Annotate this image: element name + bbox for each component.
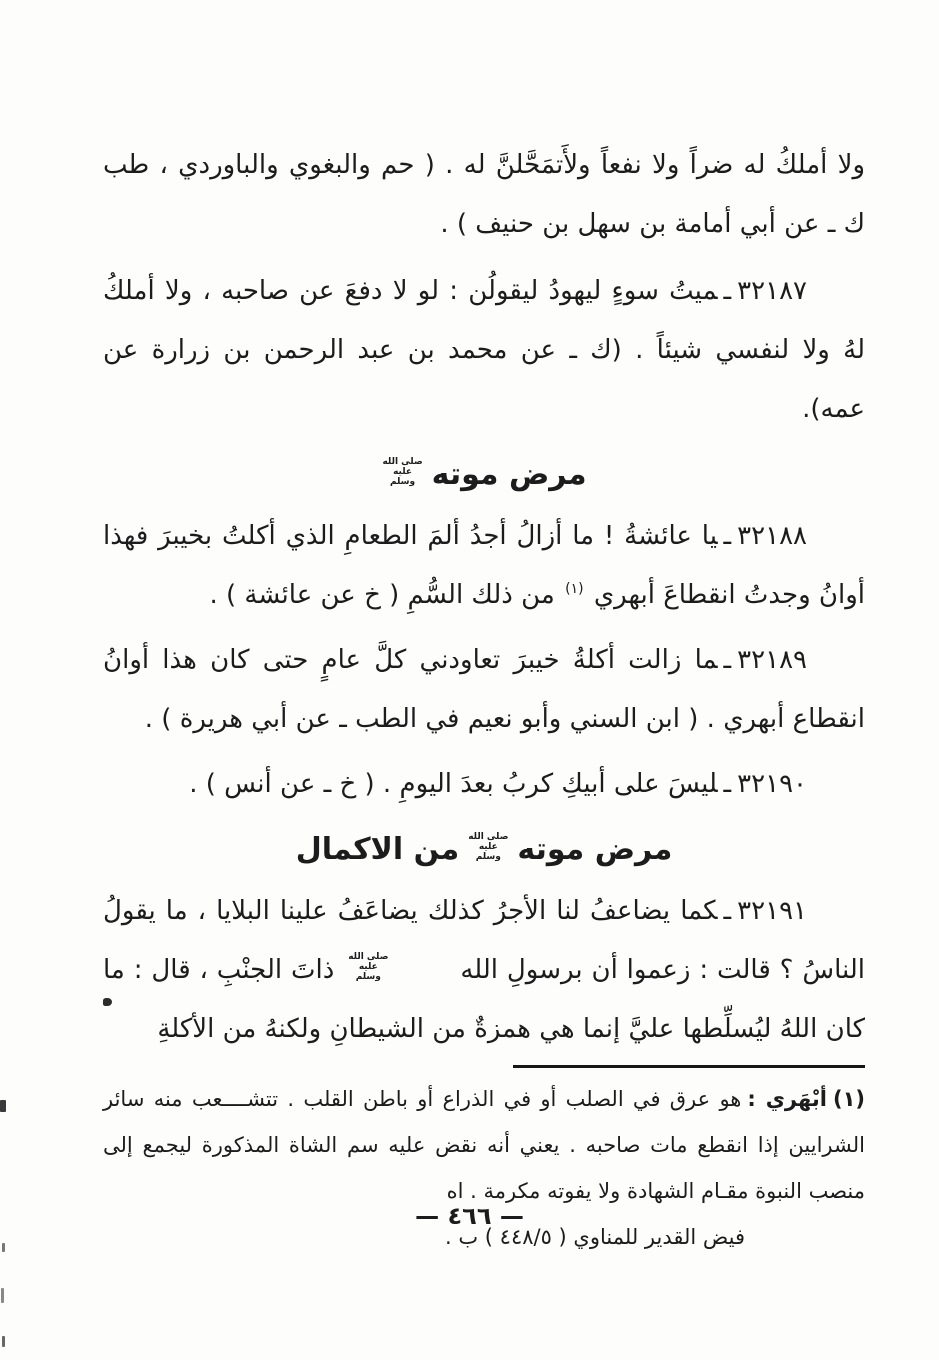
dash-separator: ـ (723, 521, 732, 551)
sallam-line: صلى الله (348, 951, 389, 962)
sallam-line: عليه (478, 841, 498, 852)
sallam-line: صلى الله (468, 831, 509, 842)
hadith-text: ولا أملكُ له ضراً ولا نفعاً ولأَتمَحَّلنَّ له . ( حم والبغوي والباوردي ، طب ك ـ عن أبي أمامة بن سهل بن حنيف ) . (103, 150, 865, 239)
sallam-line: وسلم (475, 851, 501, 862)
heading-text: مرض موته (431, 457, 587, 492)
footnote-reference-marker: (١) (565, 581, 584, 598)
sallam-line: وسلم (355, 971, 381, 982)
dash-separator: ـ (723, 769, 732, 799)
scan-speck (2, 1243, 5, 1252)
footnote-text-paragraph (103, 1076, 865, 1214)
page-number: — ٤٦٦ — (415, 1202, 524, 1230)
dash-separator: ـ (723, 276, 732, 306)
sallallahu-alayhi-wasallam-mark (465, 832, 511, 862)
footnote-source: فيض القدير للمناوي ( ٤٤٨/٥ ) ب . (445, 1225, 745, 1249)
hadith-paragraph-32191 (103, 882, 865, 1059)
hadith-number: ٣٢١٩١ (737, 896, 807, 926)
page-footer (0, 1202, 939, 1230)
dash-separator: ـ (723, 896, 732, 926)
hadith-continuation-paragraph (103, 136, 865, 254)
scan-speck (1, 1288, 4, 1303)
heading-text: مرض موته (517, 832, 673, 867)
section-heading-illness-from-ikmal (103, 824, 865, 876)
scan-speck (2, 1336, 5, 1347)
scan-speck (103, 998, 112, 1006)
sallam-line: عليه (393, 466, 413, 477)
hadith-number: ٣٢١٨٨ (737, 521, 807, 551)
dash-separator: ـ (723, 645, 732, 675)
sallallahu-alayhi-wasallam-mark (379, 457, 425, 487)
hadith-text: كما يضاعفُ لنا الأجرُ كذلك يضاعَفُ علينا البلايا ، ما يقولُ الناسُ ؟ قالت : زعموا أن برسولِ الله (103, 896, 866, 985)
sallam-line: وسلم (389, 476, 416, 487)
sallam-line: عليه (358, 961, 378, 972)
hadith-text: يا عائشةُ ! ما أزالُ أجدُ ألمَ الطعامِ الذي أكلتُ بخيبرَ فهذا أوانُ وجدتُ انقطاعَ أبهري (103, 521, 865, 610)
hadith-number: ٣٢١٩٠ (737, 769, 807, 799)
footnote-separator-line (513, 1065, 865, 1068)
footnote-block (103, 1076, 865, 1260)
hadith-text: ذاتَ الجنْبِ ، قال : ما كان اللهُ ليُسلِّطها عليَّ إنما هي همزةٌ من الشيطانِ ولكنهُ من الأكلةِ (103, 955, 865, 1044)
sallam-line: صلى الله (382, 456, 423, 467)
hadith-number: ٣٢١٨٧ (737, 276, 807, 306)
heading-suffix: من الاكمال (295, 832, 460, 867)
section-heading-illness-of-his-death (103, 449, 865, 501)
hadith-text: ليسَ على أبيكِ كربُ بعدَ اليومِ . ( خ ـ عن أنس ) . (189, 769, 718, 799)
hadith-paragraph-32190 (103, 755, 865, 814)
sallallahu-alayhi-wasallam-mark (345, 952, 449, 982)
main-text-block (103, 136, 865, 1260)
footnote-number: (١) (832, 1087, 865, 1111)
hadith-paragraph-32187 (103, 262, 865, 439)
footnote-text: هو عرق في الصلب أو في الذراع أو باطن القلب . تتشــــعب منه سائر الشرايين إذا انقطع مات صاحبه . يعني أنه نقض عليه سم الشاة المذكورة ليجمع إلى منصب النبوة مقـام الشهادة ولا يفوته مكرمة . اه (103, 1087, 865, 1203)
scan-speck (0, 1100, 6, 1112)
hadith-number: ٣٢١٨٩ (737, 645, 807, 675)
hadith-text: ميتُ سوءٍ ليهودُ ليقولُن : لو لا دفعَ عن صاحبه ، ولا أملكُ لهُ ولا لنفسي شيئاً . (ك ـ عن محمد بن عبد الرحمن بن زرارة عن عمه). (103, 276, 865, 424)
hadith-paragraph-32188 (103, 507, 865, 625)
hadith-paragraph-32189 (103, 631, 865, 749)
hadith-text: من ذلك السُّمِ ( خ عن عائشة ) . (209, 580, 555, 610)
footnote-term: أبْهَري : (747, 1087, 827, 1111)
hadith-text: ما زالت أكلةُ خيبرَ تعاودني كلَّ عامٍ حتى كان هذا أوانُ انقطاع أبهري . ( ابن السني وأبو نعيم في الطب ـ عن أبي هريرة ) . (103, 645, 865, 734)
